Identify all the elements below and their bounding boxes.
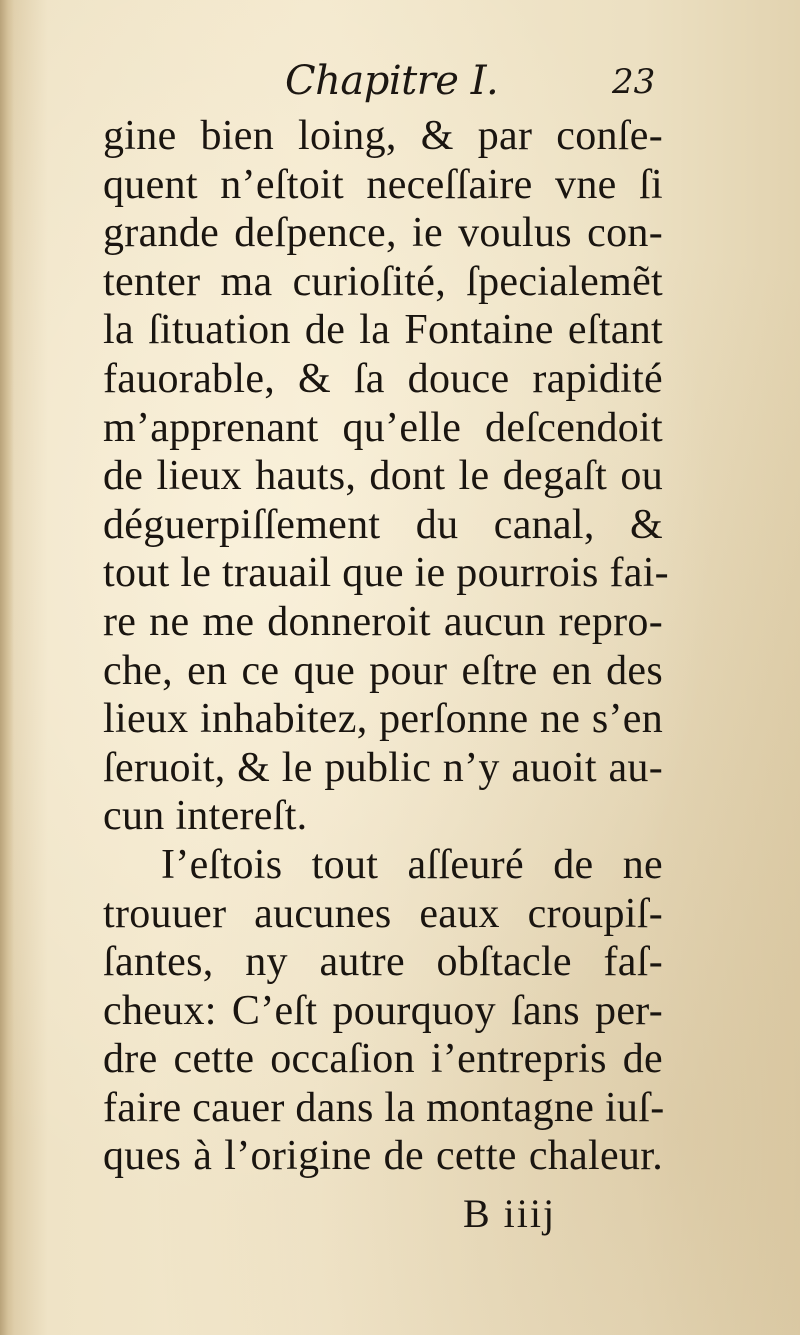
text-line: gine bien loing, & par conſe- (103, 113, 663, 159)
text-line: dre cette occaſion i’entrepris de (103, 1036, 663, 1083)
text-line: ſeruoit, & le public n’y auoit au- (103, 744, 663, 791)
paragraph-start-line: I’eſtois tout aſſeuré de ne (161, 841, 663, 888)
text-line: trouuer aucunes eaux croupiſ- (103, 890, 663, 937)
page-edge-shadow (0, 0, 14, 1335)
running-head: Chapitre I. (285, 58, 499, 104)
page-number: 23 (612, 62, 656, 102)
page-header (0, 58, 800, 118)
text-line: fauorable, & ſa douce rapidité (103, 355, 663, 402)
text-line: tenter ma curioſité, ſpecialemẽt (103, 258, 663, 305)
text-line: de lieux hauts, dont le degaſt ou (103, 453, 663, 500)
text-line: quent n’eſtoit neceſſaire vne ſi (103, 161, 663, 208)
body-text (103, 112, 669, 1181)
text-line: grande deſpence, ie voulus con- (103, 210, 663, 257)
text-line: déguerpiſſement du canal, & (103, 501, 663, 548)
text-line: cheux: C’eſt pourquoy ſans per- (103, 987, 663, 1034)
text-line: che, en ce que pour eſtre en des (103, 647, 663, 694)
text-line: lieux inhabitez, perſonne ne s’en (103, 696, 663, 743)
text-line: ques à l’origine de cette chaleur. (103, 1133, 663, 1180)
text-line: la ſituation de la Fontaine eſtant (103, 307, 663, 354)
text-line: re ne me donneroit aucun repro- (103, 598, 663, 645)
text-line: m’apprenant qu’elle deſcendoit (103, 404, 663, 451)
text-line: ſantes, ny autre obſtacle faſ- (103, 939, 663, 986)
signature-mark: B iiij (463, 1191, 557, 1236)
text-line: faire cauer dans la montagne iuſ- (103, 1084, 665, 1131)
text-line: cun intereſt. (103, 793, 308, 840)
text-line: tout le trauail que ie pourrois fai- (103, 550, 669, 597)
